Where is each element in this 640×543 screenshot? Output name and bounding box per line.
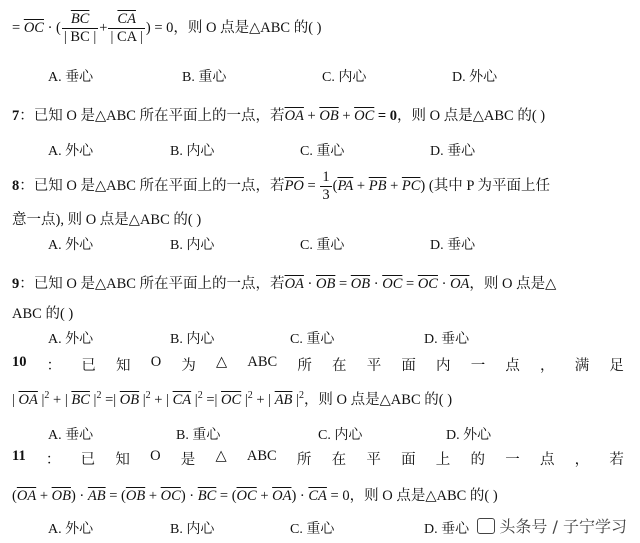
question-word: 所 bbox=[296, 452, 312, 468]
question-word: ， bbox=[540, 358, 555, 374]
formula-text: = ( bbox=[105, 488, 126, 504]
formula-text: + | bbox=[150, 392, 173, 408]
option-a: A. 垂心 bbox=[48, 70, 94, 85]
question-word: 点 bbox=[539, 452, 555, 468]
question-word: 点 bbox=[505, 358, 520, 374]
option-c: C. 内心 bbox=[318, 428, 363, 443]
abs-ca: | CA | bbox=[110, 29, 143, 46]
exponent: 2 bbox=[298, 390, 304, 402]
option-b: B. 内心 bbox=[170, 238, 215, 253]
vector-bc: $\overline{BC}$ bbox=[197, 488, 217, 504]
question-word: 知 bbox=[115, 452, 130, 468]
question-text: ) (其中 P 为平面上任 bbox=[420, 178, 550, 194]
question-word: 平 bbox=[366, 452, 381, 468]
vector-ob: $\overline{OB}$ bbox=[319, 108, 339, 124]
fraction-bc bbox=[62, 11, 98, 46]
question-word: O bbox=[150, 354, 162, 370]
question-9-line-2: ABC 的( ) bbox=[12, 306, 74, 322]
question-word: 已 bbox=[80, 452, 96, 468]
question-number: 8 bbox=[12, 178, 20, 194]
question-word: 平 bbox=[366, 358, 382, 374]
formula-text: + bbox=[36, 488, 52, 504]
formula-text: = ( bbox=[216, 488, 237, 504]
question-word: ： bbox=[46, 358, 62, 374]
option-c: C. 重心 bbox=[300, 238, 345, 253]
exponent: 2 bbox=[145, 390, 151, 402]
vector-oa: $\overline{OA}$ bbox=[450, 276, 470, 292]
question-word: △ bbox=[216, 354, 228, 370]
formula-text: ) · bbox=[180, 488, 198, 504]
option-d: D. 外心 bbox=[446, 428, 492, 443]
vector-bc: $\overline{BC}$ bbox=[70, 11, 90, 28]
vector-ab: $\overline{AB}$ bbox=[87, 488, 106, 504]
formula-text: = bbox=[303, 178, 320, 194]
exponent: 2 bbox=[44, 390, 50, 402]
formula-text: | bbox=[89, 392, 97, 408]
vector-oa: $\overline{OA}$ bbox=[284, 108, 304, 124]
formula-text: · ( bbox=[43, 20, 61, 36]
question-text: ：已知 O 是△ABC 所在平面上的一点，若 bbox=[19, 276, 285, 292]
options-row-top bbox=[0, 66, 640, 86]
option-a: A. 外心 bbox=[48, 144, 94, 159]
question-word: 一 bbox=[470, 358, 486, 374]
question-word: 若 bbox=[609, 452, 624, 468]
option-d: D. 垂心 bbox=[424, 332, 470, 347]
vector-ca: $\overline{CA}$ bbox=[308, 488, 327, 504]
vector-ob: $\overline{OB}$ bbox=[51, 488, 71, 504]
vector-oa: $\overline{OA}$ bbox=[18, 392, 38, 408]
question-7 bbox=[12, 104, 545, 125]
option-c: C. 重心 bbox=[290, 522, 335, 537]
vector-ab: $\overline{AB}$ bbox=[274, 392, 293, 408]
vector-ca: $\overline{CA}$ bbox=[117, 11, 136, 28]
formula-text: ( bbox=[332, 178, 338, 194]
top-formula-line bbox=[12, 8, 322, 48]
fraction-one-third bbox=[320, 169, 331, 204]
question-text: ，则 O 点是△ABC 的( ) bbox=[303, 392, 453, 408]
formula-text: + bbox=[353, 178, 369, 194]
vector-pc: $\overline{PC}$ bbox=[401, 178, 421, 194]
option-b: B. 重心 bbox=[176, 428, 221, 443]
formula-text: ( bbox=[12, 488, 17, 504]
formula-text: | bbox=[191, 392, 198, 408]
abs-bc: | BC | bbox=[63, 29, 97, 46]
formula-text: | bbox=[139, 392, 146, 408]
vector-oc: $\overline{OC}$ bbox=[221, 392, 242, 408]
exponent: 2 bbox=[197, 390, 203, 402]
option-c: C. 重心 bbox=[300, 144, 345, 159]
option-a: A. 外心 bbox=[48, 522, 94, 537]
exponent: 2 bbox=[96, 390, 102, 402]
option-d: D. 垂心 bbox=[424, 522, 470, 537]
formula-text: + bbox=[99, 20, 108, 36]
question-word: △ bbox=[215, 448, 227, 464]
vector-ob: $\overline{OB}$ bbox=[125, 488, 146, 504]
question-word: 满 bbox=[574, 358, 590, 374]
options-row-7 bbox=[0, 140, 640, 160]
watermark bbox=[474, 514, 630, 537]
question-8 bbox=[12, 166, 550, 206]
question-word: 在 bbox=[331, 452, 347, 468]
vector-ca: $\overline{CA}$ bbox=[172, 392, 192, 408]
formula-text: + bbox=[256, 488, 273, 504]
question-word: 上 bbox=[435, 452, 451, 468]
option-a: A. 外心 bbox=[48, 238, 94, 253]
vector-po: $\overline{PO}$ bbox=[284, 178, 304, 194]
question-word: ： bbox=[45, 452, 61, 468]
formula-text: + bbox=[303, 108, 320, 124]
numerator: 1 bbox=[322, 169, 330, 186]
option-b: B. 内心 bbox=[170, 332, 215, 347]
formula-text: =| bbox=[101, 392, 120, 408]
formula-text: + | bbox=[252, 392, 275, 408]
question-number: 10 bbox=[12, 354, 27, 370]
question-10-formula bbox=[12, 388, 452, 409]
question-word: 的 bbox=[470, 452, 486, 468]
vector-oc: $\overline{OC}$ bbox=[236, 488, 257, 504]
question-word: 面 bbox=[401, 452, 416, 468]
formula-text: | bbox=[12, 392, 19, 408]
option-d: D. 垂心 bbox=[430, 144, 476, 159]
question-word: 足 bbox=[609, 358, 624, 374]
options-row-8 bbox=[0, 234, 640, 254]
denominator: 3 bbox=[322, 187, 330, 204]
question-word: 内 bbox=[436, 358, 451, 374]
vector-pa: $\overline{PA}$ bbox=[337, 178, 354, 194]
formula-text: + bbox=[386, 178, 402, 194]
question-word: O bbox=[150, 448, 161, 464]
question-word: 面 bbox=[401, 358, 416, 374]
vector-oc: $\overline{OC}$ bbox=[23, 20, 44, 36]
vector-oa: $\overline{OA}$ bbox=[272, 488, 292, 504]
formula-text: ) · bbox=[291, 488, 309, 504]
option-b: B. 内心 bbox=[170, 522, 215, 537]
question-text: ：已知 O 是△ABC 所在平面上的一点，若 bbox=[19, 108, 285, 124]
watermark-text: 头条号 / 子宁学习 bbox=[499, 517, 627, 536]
question-8-line-2: 意一点), 则 O 点是△ABC 的( ) bbox=[12, 212, 202, 228]
question-word: ABC bbox=[247, 354, 278, 370]
option-b: B. 重心 bbox=[182, 70, 227, 85]
question-number: 9 bbox=[12, 276, 20, 292]
formula-text: = bbox=[402, 276, 418, 292]
question-text: ，则 O 点是△ABC 的( ) bbox=[397, 108, 546, 124]
vector-ob: $\overline{OB}$ bbox=[350, 276, 371, 292]
question-number: 7 bbox=[12, 108, 20, 124]
question-word: 所 bbox=[297, 358, 312, 374]
question-text: = 0，则 O 点是△ABC 的( ) bbox=[326, 488, 498, 504]
formula-text: | bbox=[37, 392, 45, 408]
question-word: 是 bbox=[180, 452, 196, 468]
formula-text: + bbox=[145, 488, 161, 504]
question-number: 11 bbox=[12, 448, 26, 464]
option-a: A. 外心 bbox=[48, 332, 94, 347]
vector-oc: $\overline{OC}$ bbox=[354, 108, 375, 124]
question-word: ABC bbox=[246, 448, 277, 464]
vector-ob: $\overline{OB}$ bbox=[119, 392, 140, 408]
option-a: A. 垂心 bbox=[48, 428, 94, 443]
options-row-9 bbox=[0, 328, 640, 348]
formula-text: + bbox=[338, 108, 355, 124]
formula-text: = bbox=[12, 20, 24, 36]
option-d: D. 外心 bbox=[452, 70, 498, 85]
toutiao-logo-icon bbox=[477, 518, 495, 534]
vector-oc: $\overline{OC}$ bbox=[417, 276, 438, 292]
vector-ob: $\overline{OB}$ bbox=[316, 276, 336, 292]
formula-text: ) · bbox=[70, 488, 88, 504]
vector-oa: $\overline{OA}$ bbox=[284, 276, 304, 292]
question-word: 已 bbox=[81, 358, 96, 374]
question-word: ， bbox=[574, 452, 590, 468]
option-d: D. 垂心 bbox=[430, 238, 476, 253]
formula-text: · bbox=[437, 276, 451, 292]
formula-text: · bbox=[370, 276, 383, 292]
exponent: 2 bbox=[247, 390, 253, 402]
vector-oc: $\overline{OC}$ bbox=[382, 276, 403, 292]
vector-oa: $\overline{OA}$ bbox=[16, 488, 37, 504]
question-word: 在 bbox=[332, 358, 347, 374]
question-word: 知 bbox=[116, 358, 131, 374]
formula-text: | bbox=[292, 392, 299, 408]
formula-text: + | bbox=[49, 392, 72, 408]
question-11 bbox=[12, 448, 624, 469]
formula-text: | bbox=[241, 392, 248, 408]
question-word: 为 bbox=[181, 358, 196, 374]
fraction-ca bbox=[108, 11, 144, 46]
vector-oc: $\overline{OC}$ bbox=[160, 488, 181, 504]
formula-text: = 0 bbox=[374, 108, 398, 124]
formula-text: ) = 0，则 O 点是△ABC 的( ) bbox=[145, 20, 322, 36]
vector-bc: $\overline{BC}$ bbox=[71, 392, 90, 408]
option-c: C. 内心 bbox=[322, 70, 367, 85]
vector-pb: $\overline{PB}$ bbox=[368, 178, 387, 194]
question-11-formula bbox=[12, 484, 498, 505]
question-9 bbox=[12, 272, 556, 293]
formula-text: · bbox=[303, 276, 316, 292]
formula-text: = bbox=[335, 276, 351, 292]
question-text: ：已知 O 是△ABC 所在平面上的一点，若 bbox=[19, 178, 285, 194]
options-row-10 bbox=[0, 424, 640, 444]
option-b: B. 内心 bbox=[170, 144, 215, 159]
question-word: 一 bbox=[505, 452, 520, 468]
question-10 bbox=[12, 354, 624, 375]
formula-text: =| bbox=[202, 392, 222, 408]
option-c: C. 重心 bbox=[290, 332, 335, 347]
question-text: ，则 O 点是△ bbox=[469, 276, 557, 292]
